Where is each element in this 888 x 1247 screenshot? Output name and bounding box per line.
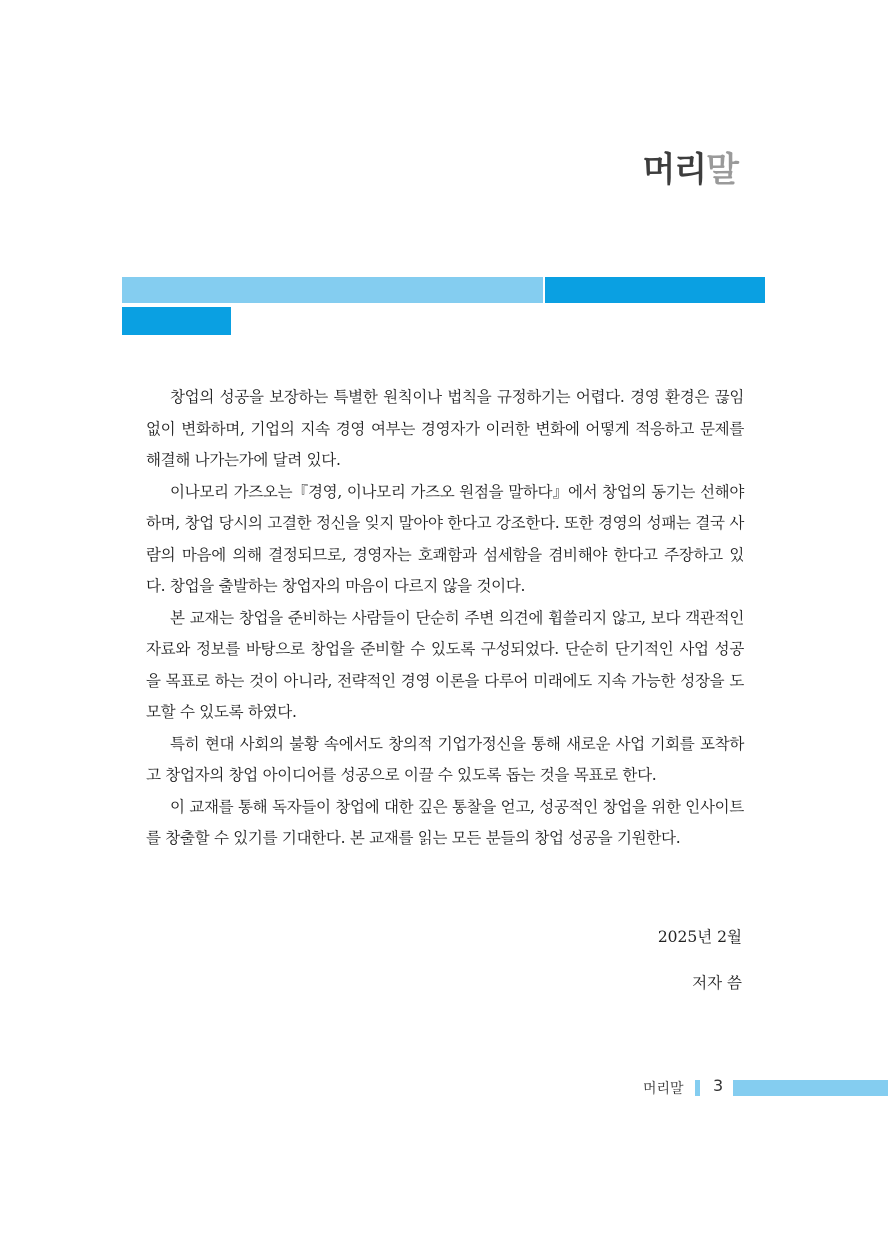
footer-decor-bar [733, 1080, 888, 1096]
signature-date: 2025년 2월 [657, 928, 742, 946]
header-decor-bar-dark [545, 277, 765, 303]
page-title-part1: 머리 [642, 150, 707, 190]
footer-divider-mark [695, 1080, 700, 1096]
header-decor-bar-light [122, 277, 543, 303]
paragraph: 창업의 성공을 보장하는 특별한 원칙이나 법칙을 규정하기는 어렵다. 경영 환경은 끊임없이 변화하며, 기업의 지속 경영 여부는 경영자가 이러한 변화에 어떻게 적응하고 문제를 해결해 나가는가에 달려 있다. [146, 388, 744, 469]
paragraph: 특히 현대 사회의 불황 속에서도 창의적 기업가정신을 통해 새로운 사업 기회를 포착하고 창업자의 창업 아이디어를 성공으로 이끌 수 있도록 돕는 것을 목표로 한다. [146, 734, 744, 784]
page-title [642, 142, 738, 191]
header-decor-bar-short [122, 307, 231, 335]
footer-section-label: 머리말 [643, 1081, 684, 1097]
paragraph: 본 교재는 창업을 준비하는 사람들이 단순히 주변 의견에 휩쓸리지 않고, 보다 객관적인 자료와 정보를 바탕으로 창업을 준비할 수 있도록 구성되었다. 단순히 단기적인 사업 성공을 목표로 하는 것이 아니라, 전략적인 경영 이론을 다루어 미래에도 지속 가능한 성장을 도모할 수 있도록 하였다. [146, 608, 744, 721]
signature-author: 저자 씀 [692, 974, 742, 992]
paragraph: 이나모리 가즈오는『경영, 이나모리 가즈오 원점을 말하다』에서 창업의 동기는 선해야 하며, 창업 당시의 고결한 정신을 잊지 말아야 한다고 강조한다. 또한 경영의 성패는 결국 사람의 마음에 의해 결정되므로, 경영자는 호쾌함과 섬세함을 겸비해야 한다고 주장하고 있다. 창업을 출발하는 창업자의 마음이 다르지 않을 것이다. [146, 482, 744, 595]
paragraph: 이 교재를 통해 독자들이 창업에 대한 깊은 통찰을 얻고, 성공적인 창업을 위한 인사이트를 창출할 수 있기를 기대한다. 본 교재를 읽는 모든 분들의 창업 성공을 기원한다. [146, 797, 744, 847]
page-number: 3 [713, 1076, 724, 1095]
preface-body [146, 382, 744, 855]
page-title-part2: 말 [706, 150, 738, 190]
